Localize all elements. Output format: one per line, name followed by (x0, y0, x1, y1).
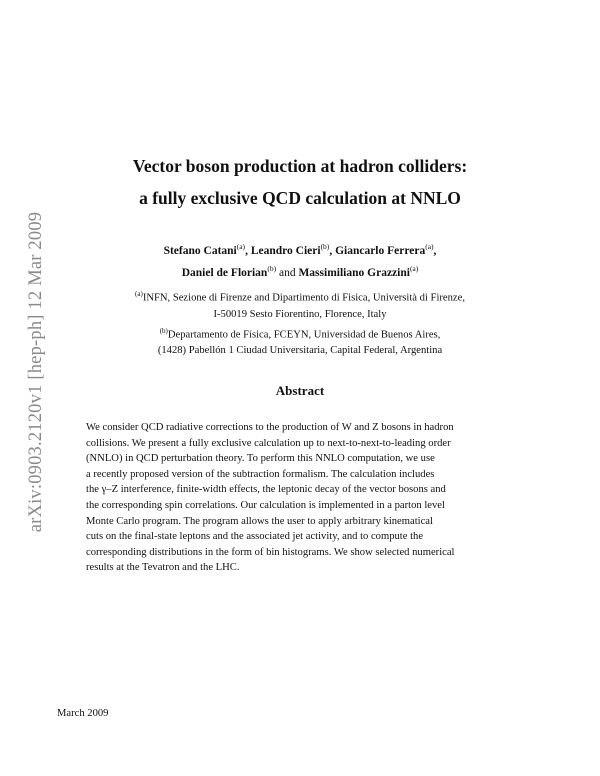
author-separator: , (433, 244, 437, 257)
author-separator: , (329, 244, 333, 257)
publication-date: March 2009 (57, 708, 109, 719)
author-affil-mark: (a) (425, 242, 434, 251)
author-line-1 (0, 238, 600, 260)
title-line-1: Vector boson production at hadron colliders: (132, 156, 468, 176)
affiliation-b-text: Departamento de Física, FCEYN, Universidad de Buenos Aires, (167, 329, 441, 341)
abstract-line: Monte Carlo program. The program allows the user to apply arbitrary kinematical (86, 515, 433, 527)
author-separator: , (245, 244, 248, 257)
author-name: Stefano Catani (163, 244, 237, 257)
abstract-line: a recently proposed version of the subtraction formalism. The calculation includes (86, 468, 435, 480)
author-affil-mark: (a) (409, 263, 419, 273)
author-name: Leandro Cieri (250, 244, 321, 257)
affiliation-a-line-2: I-50019 Sesto Fiorentino, Florence, Italy (213, 308, 387, 320)
author-list (0, 238, 600, 282)
abstract-heading: Abstract (275, 383, 325, 398)
author-affil-mark: (a) (236, 242, 246, 251)
abstract-line: the γ–Z interference, finite-width effects, the leptonic decay of the vector bosons and (86, 484, 446, 496)
abstract-line: corresponding distributions in the form of bin histograms. We show selected numerical (86, 546, 455, 558)
abstract-text (86, 420, 515, 576)
author-and: and (278, 266, 296, 279)
affiliation-b-line-1 (0, 323, 600, 344)
affiliation-a-text: INFN, Sezione di Firenze and Dipartimento di Fisica, Università di Firenze, (142, 292, 465, 304)
author-affil-mark: (b) (267, 263, 277, 273)
abstract-line: collisions. We present a fully exclusive calculation up to next-to-next-to-leading order (86, 437, 451, 449)
affil-mark-a: (a) (135, 290, 143, 298)
author-name: Giancarlo Ferrera (335, 244, 426, 257)
affiliations (0, 286, 600, 359)
arxiv-identifier-stamp: arXiv:0903.2120v1 [hep-ph] 12 Mar 2009 (26, 211, 46, 533)
author-name: Daniel de Florian (181, 266, 268, 279)
author-name: Massimiliano Grazzini (298, 266, 410, 279)
affiliation-b-line-2: (1428) Pabellón 1 Ciudad Universitaria, Capital Federal, Argentina (157, 345, 443, 357)
author-affil-mark: (b) (320, 242, 330, 251)
affil-mark-b: (b) (159, 326, 168, 335)
affiliation-a-line-1 (0, 286, 600, 307)
author-line-2 (0, 260, 600, 282)
abstract-line: We consider QCD radiative corrections to the production of W and Z bosons in hadron (86, 422, 454, 433)
paper-title (0, 150, 600, 214)
abstract-line: the corresponding spin correlations. Our calculation is implemented in a parton level (86, 499, 445, 511)
abstract-line: results at the Tevatron and the LHC. (86, 562, 240, 574)
title-line-2: a fully exclusive QCD calculation at NNLO (139, 188, 461, 208)
abstract-line: (NNLO) in QCD perturbation theory. To perform this NNLO computation, we use (86, 453, 435, 465)
abstract-line: cuts on the final-state leptons and the associated jet activity, and to compute the (86, 531, 424, 543)
